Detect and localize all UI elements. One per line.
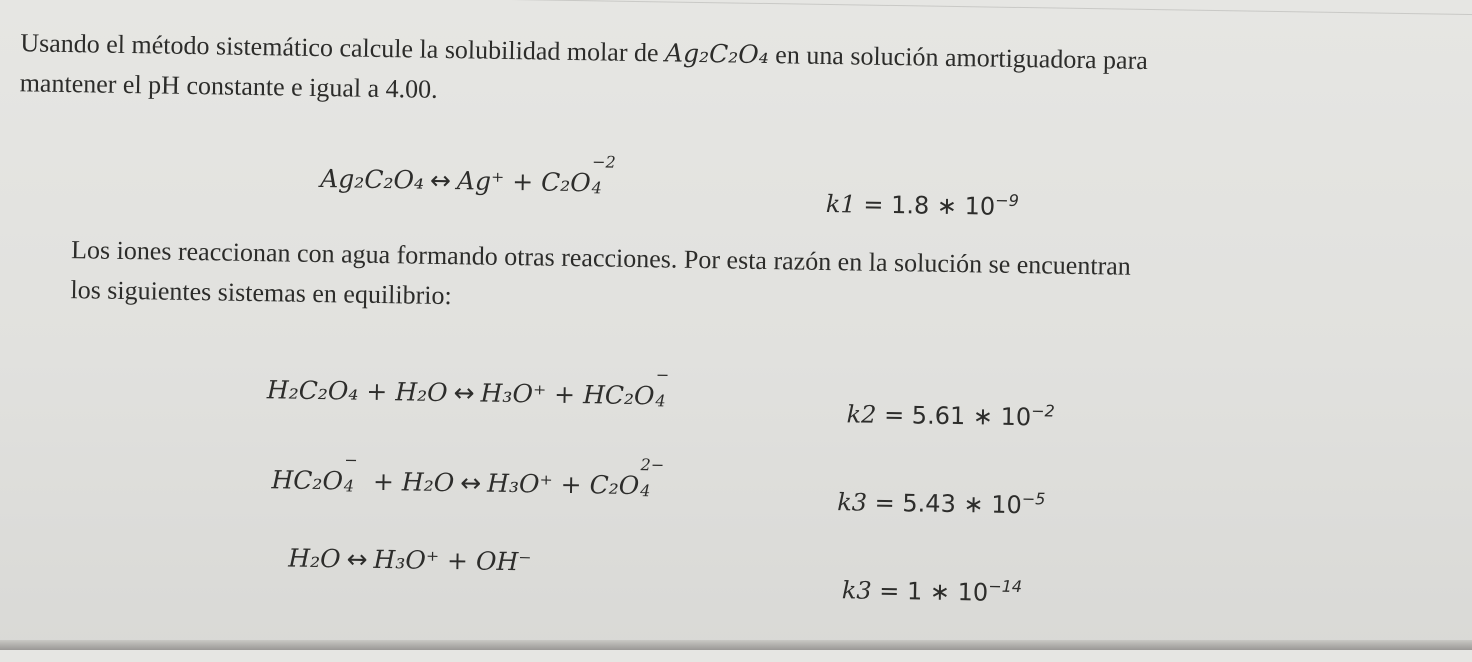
constant-name: k1 (825, 189, 856, 219)
constant-name: k3 (837, 488, 868, 517)
plus-sign: + (553, 379, 576, 410)
reaction-3-reactant-a: HC₂O (271, 465, 344, 496)
constant-name: k3 (841, 576, 872, 605)
context-paragraph (70, 230, 1131, 327)
plus-sign: + (446, 546, 469, 576)
reaction-1-constant (826, 188, 1019, 221)
reaction-3-constant (837, 486, 1046, 519)
problem-text-after: en una solución amortiguadora para (775, 40, 1149, 75)
count-subscript: 4 (591, 178, 603, 198)
reaction-2-product-b-indices (654, 365, 676, 411)
count-subscript: 4 (640, 481, 651, 501)
reaction-4-product-a: H₃O⁺ (373, 544, 440, 575)
reaction-1-equation (320, 152, 616, 198)
constant-exponent: −5 (1021, 489, 1046, 509)
reaction-3-reactant-a-indices (343, 450, 365, 496)
context-line-1: Los iones reaccionan con agua formando otras reacciones. Por esta razón en la solución se encuentran (70, 235, 1132, 281)
reaction-1-product-b: C₂O (540, 167, 592, 198)
plus-sign: + (366, 376, 388, 407)
reaction-2-equation (266, 365, 677, 411)
constant-name: k2 (846, 400, 877, 429)
reaction-3-product-a: H₃O⁺ (486, 468, 553, 499)
problem-statement (19, 23, 1148, 121)
reaction-2-product-b: HC₂O (582, 380, 655, 411)
reaction-1-product-b-indices (591, 152, 616, 198)
problem-text-before: Usando el método sistemático calcule la solubilidad molar de (20, 28, 659, 68)
problem-line-2: mantener el pH constante e igual a 4.00. (19, 68, 438, 104)
equilibrium-arrow: ↔ (346, 544, 368, 574)
constant-value: = 5.61 ∗ 10 (883, 400, 1032, 432)
equilibrium-arrow: ↔ (429, 165, 452, 196)
charge-superscript: − (655, 365, 670, 385)
reaction-4-product-b: OH⁻ (475, 546, 532, 577)
reaction-4-constant (842, 574, 1023, 607)
equilibrium-arrow: ↔ (459, 468, 482, 498)
compound-formula: Ag₂C₂O₄ (664, 38, 770, 70)
reaction-2-reactant-a: H₂C₂O₄ (266, 375, 359, 406)
charge-superscript: − (344, 450, 358, 470)
reaction-4-equation (288, 544, 532, 577)
reaction-4-reactant: H₂O (288, 543, 341, 574)
constant-exponent: −2 (1031, 401, 1055, 421)
reaction-2-reactant-b: H₂O (395, 377, 448, 408)
constant-value: = 1.8 ∗ 10 (863, 190, 996, 221)
plus-sign: + (511, 167, 534, 197)
equilibrium-arrow: ↔ (453, 378, 475, 408)
reaction-3-reactant-b: H₂O (401, 467, 455, 498)
reaction-2-product-a: H₃O⁺ (480, 378, 547, 409)
reaction-3-product-b-indices (639, 455, 665, 501)
top-rule (305, 0, 1472, 15)
reaction-1-product-a: Ag⁺ (456, 166, 505, 196)
plus-sign: + (560, 469, 582, 500)
count-subscript: 4 (343, 476, 355, 496)
reaction-1-reactant: Ag₂C₂O₄ (320, 164, 425, 195)
reaction-3-product-b: C₂O (589, 470, 640, 501)
plus-sign: + (372, 466, 395, 497)
reaction-2-constant (846, 398, 1055, 431)
count-subscript: 4 (655, 391, 666, 411)
charge-superscript: 2− (640, 455, 665, 475)
constant-value: = 5.43 ∗ 10 (874, 488, 1022, 520)
page-bottom-edge (0, 640, 1472, 650)
constant-exponent: −14 (988, 576, 1023, 597)
constant-value: = 1 ∗ 10 (879, 576, 989, 607)
context-line-2: los siguientes sistemas en equilibrio: (70, 275, 452, 311)
charge-superscript: −2 (591, 152, 616, 172)
constant-exponent: −9 (995, 190, 1020, 210)
reaction-3-equation (271, 450, 665, 501)
